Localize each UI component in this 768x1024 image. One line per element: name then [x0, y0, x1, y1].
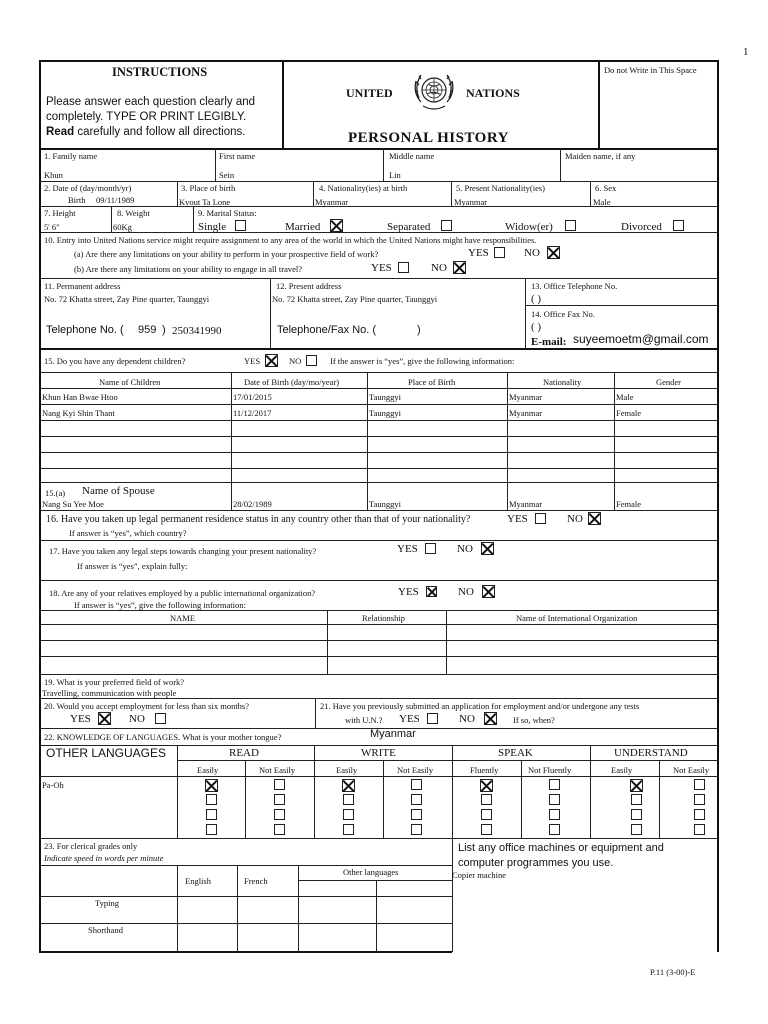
lang2-read-easily-checkbox[interactable]	[206, 794, 217, 805]
q15-yes-label: YES	[244, 356, 261, 366]
weight-value[interactable]: 60Kg	[113, 222, 132, 232]
q21-no-checkbox[interactable]	[484, 712, 497, 725]
children-header-gender: Gender	[656, 377, 682, 387]
lang1-understand-easily-checkbox[interactable]	[630, 779, 643, 792]
telephone-label: Telephone No. (	[46, 324, 124, 336]
q18-yes-label: YES	[398, 586, 419, 598]
q18-no-checkbox[interactable]	[482, 585, 495, 598]
child2-place[interactable]: Taunggyi	[369, 408, 401, 418]
lang2-write-not-easily-checkbox[interactable]	[411, 794, 422, 805]
speak-fluently-header: Fluently	[470, 765, 499, 775]
sex-value[interactable]: Male	[593, 197, 611, 207]
present-address-value[interactable]: No. 72 Khatta street, Zay Pine quarter, Taunggyi	[272, 294, 438, 304]
first-name-value[interactable]: Sein	[219, 170, 235, 180]
present-nationality-label: 5. Present Nationality(ies)	[456, 183, 545, 193]
q17-no-label: NO	[457, 543, 473, 555]
lang1-write-not-easily-checkbox[interactable]	[411, 779, 422, 790]
q18-yes-checkbox[interactable]	[426, 586, 437, 597]
divorced-checkbox[interactable]	[673, 220, 684, 231]
q21-yes-checkbox[interactable]	[427, 713, 438, 724]
q21-label: 21. Have you previously submitted an application for employment and/or undergone any tests	[320, 701, 640, 711]
nationality-at-birth-value[interactable]: Myanmar	[315, 197, 349, 207]
q19-label: 19. What is your preferred field of work?	[44, 677, 185, 687]
un-emblem-icon	[411, 68, 457, 114]
write-not-easily-header: Not Easily	[397, 765, 434, 775]
spouse-name[interactable]: Nang Su Yee Moe	[42, 499, 104, 509]
lang3-speak-fluently-checkbox[interactable]	[481, 809, 492, 820]
relatives-header-name: NAME	[170, 613, 196, 623]
children-header-name: Name of Children	[99, 377, 161, 387]
frame-top	[39, 60, 718, 62]
separated-checkbox[interactable]	[441, 220, 452, 231]
weight-label: 8. Weight	[117, 208, 150, 218]
office-machines-label-2: computer programmes you use.	[458, 857, 614, 869]
q21-label2: with U.N.?	[345, 715, 383, 725]
understand-easily-header: Easily	[611, 765, 633, 775]
permanent-address-label: 11. Permanent address	[44, 281, 121, 291]
email-label: E-mail:	[531, 336, 567, 348]
nations-label: NATIONS	[466, 86, 520, 100]
child1-dob[interactable]: 17/01/2015	[233, 392, 272, 402]
marital-status-label: 9. Marital Status:	[198, 208, 257, 218]
q16-label: 16. Have you taken up legal permanent residence status in any country other than that of your nationality?	[46, 514, 471, 525]
present-address-label: 12. Present address	[276, 281, 342, 291]
spouse-gender[interactable]: Female	[616, 499, 642, 509]
frame-bottom	[39, 951, 452, 953]
child2-gender[interactable]: Female	[616, 408, 642, 418]
child1-name[interactable]: Khun Han Bwae Htoo	[42, 392, 118, 402]
lang1-read-easily-checkbox[interactable]	[205, 779, 218, 792]
q16-no-checkbox[interactable]	[588, 512, 601, 525]
q20-no-label: NO	[129, 713, 145, 725]
lang1-speak-not-fluently-checkbox[interactable]	[549, 779, 560, 790]
child1-place[interactable]: Taunggyi	[369, 392, 401, 402]
lang1-speak-fluently-checkbox[interactable]	[480, 779, 493, 792]
q17-yes-checkbox[interactable]	[425, 543, 436, 554]
write-easily-header: Easily	[336, 765, 358, 775]
lang3-write-easily-checkbox[interactable]	[343, 809, 354, 820]
lang2-read-not-easily-checkbox[interactable]	[274, 794, 285, 805]
read-easily-header: Easily	[197, 765, 219, 775]
q10b-yes-label: YES	[371, 262, 392, 274]
place-of-birth-label: 3. Place of birth	[181, 183, 236, 193]
page-number: 1	[743, 46, 749, 58]
spouse-label: Name of Spouse	[82, 485, 155, 497]
clerical-english-header: English	[185, 876, 211, 886]
q15-label: 15. Do you have any dependent children?	[44, 356, 186, 366]
permanent-address-value[interactable]: No. 72 Khatta street, Zay Pine quarter, Taunggyi	[44, 294, 210, 304]
q16-yes-checkbox[interactable]	[535, 513, 546, 524]
q15-yes-checkbox[interactable]	[265, 354, 278, 367]
maiden-name-label: Maiden name, if any	[565, 151, 636, 161]
instructions-line1: Please answer each question clearly and	[46, 96, 256, 108]
present-nationality-value[interactable]: Myanmar	[454, 197, 488, 207]
q16-sub: If answer is “yes”, which country?	[69, 528, 187, 538]
q22-label: 22. KNOWLEDGE OF LANGUAGES. What is your mother tongue?	[44, 732, 282, 742]
office-fax-value[interactable]: ( )	[531, 321, 542, 333]
q16-yes-label: YES	[507, 513, 528, 525]
q10a-yes-checkbox[interactable]	[494, 247, 505, 258]
single-label: Single	[198, 221, 227, 233]
family-name-value[interactable]: Khun	[44, 170, 63, 180]
q21-when: If so, when?	[513, 715, 555, 725]
child1-gender[interactable]: Male	[616, 392, 634, 402]
q15-no-checkbox[interactable]	[306, 355, 317, 366]
height-value[interactable]: 5' 6"	[44, 222, 60, 232]
lang2-understand-not-easily-checkbox[interactable]	[694, 794, 705, 805]
lang1-understand-not-easily-checkbox[interactable]	[694, 779, 705, 790]
instructions-line2: completely. TYPE OR PRINT LEGIBLY.	[46, 111, 247, 123]
telephone-fax-close: )	[417, 324, 421, 336]
q20-label: 20. Would you accept employment for less than six months?	[44, 701, 250, 711]
married-checkbox[interactable]	[330, 219, 343, 232]
spouse-dob[interactable]: 28/02/1989	[233, 499, 272, 509]
clerical-other-header: Other languages	[343, 867, 399, 877]
q20-no-checkbox[interactable]	[155, 713, 166, 724]
q15-if-yes: If the answer is “yes”, give the following information:	[330, 356, 515, 366]
child1-nationality[interactable]: Myanmar	[509, 392, 543, 402]
q10a-yes-label: YES	[468, 247, 489, 259]
lang4-understand-easily-checkbox[interactable]	[631, 824, 642, 835]
office-telephone-label: 13. Office Telephone No.	[531, 281, 618, 291]
lang4-write-easily-checkbox[interactable]	[343, 824, 354, 835]
relatives-header-relationship: Relationship	[362, 613, 405, 623]
q18-sub: If answer is “yes”, give the following information:	[74, 600, 246, 610]
lang2-understand-easily-checkbox[interactable]	[631, 794, 642, 805]
q17-sub: If answer is “yes”, explain fully:	[77, 561, 188, 571]
dob-value[interactable]: 09/11/1989	[96, 195, 135, 205]
q18-no-label: NO	[458, 586, 474, 598]
clerical-french-header: French	[244, 876, 268, 886]
lang3-understand-easily-checkbox[interactable]	[631, 809, 642, 820]
spouse-place[interactable]: Taunggyi	[369, 499, 401, 509]
place-of-birth-value[interactable]: Kyout Ta Lone	[179, 197, 231, 207]
mother-tongue-value[interactable]: Myanmar	[370, 728, 416, 740]
spouse-label-num: 15.(a)	[45, 488, 66, 498]
q10b-no-checkbox[interactable]	[453, 261, 466, 274]
read-not-easily-header: Not Easily	[259, 765, 296, 775]
middle-name-value[interactable]: Lin	[389, 170, 401, 180]
children-header-nationality: Nationality	[543, 377, 582, 387]
lang2-speak-not-fluently-checkbox[interactable]	[549, 794, 560, 805]
frame-right	[717, 60, 719, 952]
family-name-label: 1. Family name	[44, 151, 98, 161]
lang3-write-not-easily-checkbox[interactable]	[411, 809, 422, 820]
do-not-write-label: Do not Write in This Space	[604, 65, 697, 75]
form-code: P.11 (3-00)-E	[650, 967, 696, 977]
lang2-write-easily-checkbox[interactable]	[343, 794, 354, 805]
q20-yes-checkbox[interactable]	[98, 712, 111, 725]
lang4-write-not-easily-checkbox[interactable]	[411, 824, 422, 835]
office-machines-label-1: List any office machines or equipment and	[458, 842, 664, 854]
form-title: PERSONAL HISTORY	[348, 130, 509, 146]
nationality-at-birth-label: 4. Nationality(ies) at birth	[319, 183, 408, 193]
relatives-header-organization: Name of International Organization	[516, 613, 638, 623]
email-value[interactable]: suyeemoetm@gmail.com	[573, 332, 709, 346]
middle-name-label: Middle name	[389, 151, 435, 161]
telephone-close: )	[162, 324, 166, 336]
speak-not-fluently-header: Not Fluently	[528, 765, 572, 775]
q10b-label: (b) Are there any limitations on your ability to engage in all travel?	[74, 264, 303, 274]
speak-header: SPEAK	[498, 747, 533, 759]
lang4-read-not-easily-checkbox[interactable]	[274, 824, 285, 835]
office-fax-label: 14. Office Fax No.	[531, 309, 595, 319]
children-header-dob: Date of Birth (day/mo/year)	[244, 377, 340, 387]
lang3-read-not-easily-checkbox[interactable]	[274, 809, 285, 820]
other-languages-label: OTHER LANGUAGES	[46, 746, 167, 760]
q16-no-label: NO	[567, 513, 583, 525]
write-header: WRITE	[361, 747, 396, 759]
q17-label: 17. Have you taken any legal steps towards changing your present nationality?	[49, 546, 317, 556]
q10a-label: (a) Are there any limitations on your ability to perform in your prospective field of work?	[74, 249, 379, 259]
lang3-understand-not-easily-checkbox[interactable]	[694, 809, 705, 820]
q15-no-label: NO	[289, 356, 302, 366]
q23-sub: Indicate speed in words per minute	[44, 853, 164, 863]
dob-label: 2. Date of (day/month/yr)	[44, 183, 132, 193]
sex-label: 6. Sex	[595, 183, 617, 193]
instructions-line3: Read carefully and follow all directions.	[46, 126, 246, 138]
q17-yes-label: YES	[397, 543, 418, 555]
child2-nationality[interactable]: Myanmar	[509, 408, 543, 418]
frame-left	[39, 60, 41, 952]
q10a-no-label: NO	[524, 247, 540, 259]
q10b-no-label: NO	[431, 262, 447, 274]
q18-label: 18. Are any of your relatives employed by a public international organization?	[49, 588, 316, 598]
united-label: UNITED	[346, 86, 393, 100]
widowed-checkbox[interactable]	[565, 220, 576, 231]
spouse-nationality[interactable]: Myanmar	[509, 499, 543, 509]
lang3-read-easily-checkbox[interactable]	[206, 809, 217, 820]
children-header-place: Place of Birth	[408, 377, 456, 387]
single-checkbox[interactable]	[235, 220, 246, 231]
divorced-label: Divorced	[621, 221, 662, 233]
office-machines-value[interactable]: Copier machine	[452, 870, 507, 880]
telephone-code[interactable]: 959	[138, 324, 157, 336]
telephone-value[interactable]: 250341990	[172, 325, 222, 337]
widowed-label: Widow(er)	[505, 221, 553, 233]
shorthand-label: Shorthand	[88, 925, 123, 935]
lang1-read-not-easily-checkbox[interactable]	[274, 779, 285, 790]
lang4-speak-fluently-checkbox[interactable]	[481, 824, 492, 835]
height-label: 7. Height	[44, 208, 76, 218]
q10a-no-checkbox[interactable]	[547, 246, 560, 259]
lang2-speak-fluently-checkbox[interactable]	[481, 794, 492, 805]
q21-no-label: NO	[459, 713, 475, 725]
understand-not-easily-header: Not Easily	[673, 765, 710, 775]
first-name-label: First name	[219, 151, 256, 161]
lang4-understand-not-easily-checkbox[interactable]	[694, 824, 705, 835]
birth-label: Birth	[68, 195, 86, 205]
telephone-fax-label: Telephone/Fax No. (	[277, 324, 377, 336]
q10-label: 10. Entry into United Nations service might require assignment to any area of the world in which the United Nations might have responsibilities.	[44, 235, 537, 245]
child2-dob[interactable]: 11/12/2017	[233, 408, 272, 418]
q19-value[interactable]: Travelling, communication with people	[42, 688, 177, 698]
q21-yes-label: YES	[399, 713, 420, 725]
lang4-speak-not-fluently-checkbox[interactable]	[549, 824, 560, 835]
lang3-speak-not-fluently-checkbox[interactable]	[549, 809, 560, 820]
lang4-read-easily-checkbox[interactable]	[206, 824, 217, 835]
separated-label: Separated	[387, 221, 431, 233]
q17-no-checkbox[interactable]	[481, 542, 494, 555]
q10b-yes-checkbox[interactable]	[398, 262, 409, 273]
lang1-write-easily-checkbox[interactable]	[342, 779, 355, 792]
child2-name[interactable]: Nang Kyi Shin Thant	[42, 408, 115, 418]
typing-label: Typing	[95, 898, 119, 908]
q20-yes-label: YES	[70, 713, 91, 725]
office-telephone-value[interactable]: ( )	[531, 293, 542, 305]
understand-header: UNDERSTAND	[614, 747, 688, 759]
married-label: Married	[285, 221, 321, 233]
language1-name[interactable]: Pa-Oh	[42, 780, 64, 790]
instructions-title: INSTRUCTIONS	[112, 65, 208, 79]
read-header: READ	[229, 747, 259, 759]
q23-label: 23. For clerical grades only	[44, 841, 138, 851]
